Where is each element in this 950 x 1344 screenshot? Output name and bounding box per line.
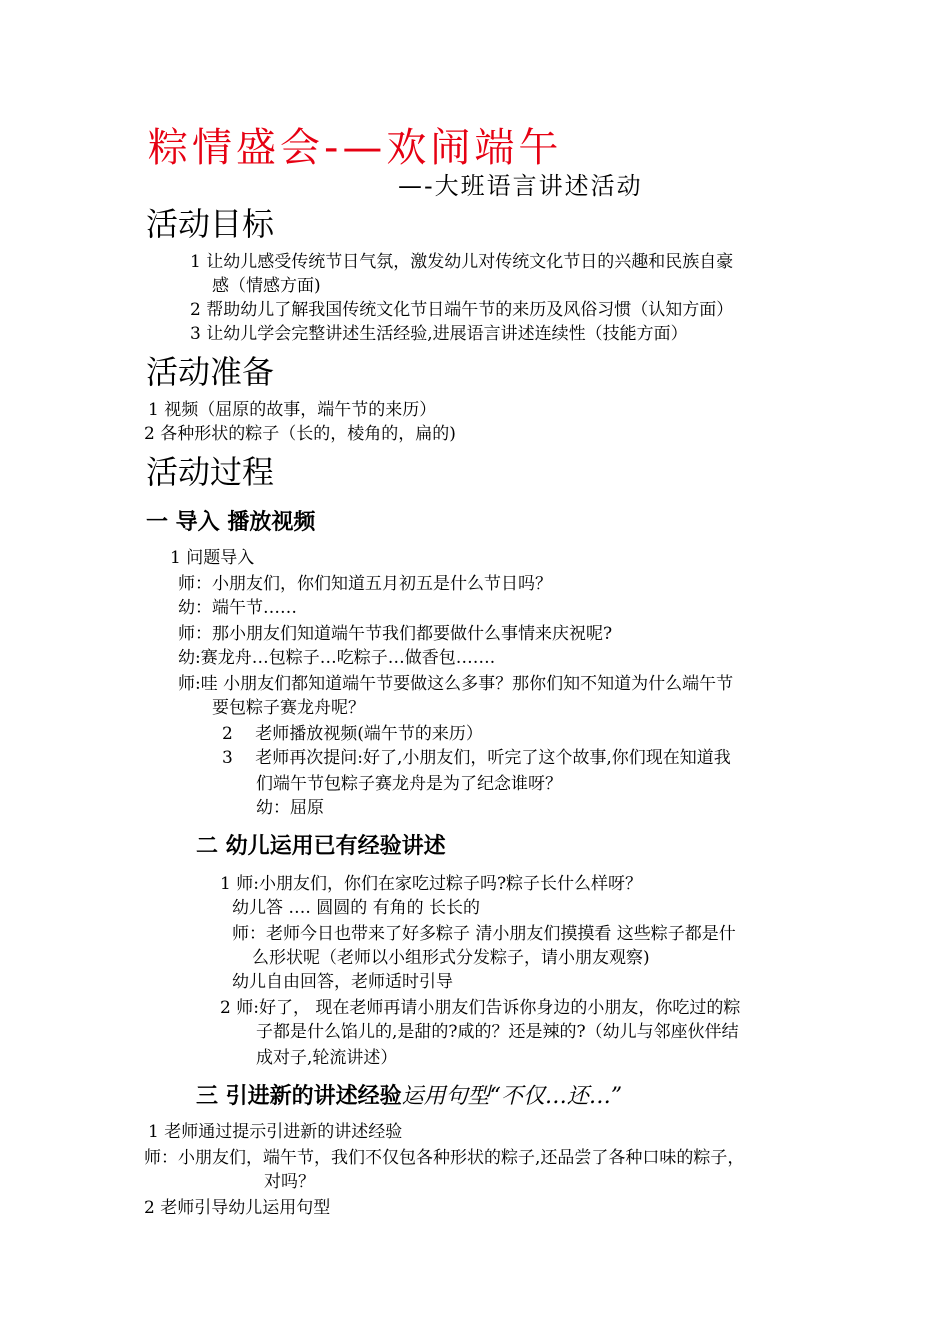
- part2-line: 2 师:好了， 现在老师再请小朋友们告诉你身边的小朋友，你吃过的粽: [220, 998, 741, 1018]
- part3-heading-pattern: 运用句型“不仅…还…”: [401, 1084, 623, 1109]
- part2-heading: 二 幼儿运用已有经验讲述: [196, 834, 446, 859]
- part2-line: 成对子,轮流讲述）: [256, 1048, 398, 1068]
- document-subtitle: —-大班语言讲述活动: [398, 172, 643, 200]
- part3-heading: [196, 1086, 622, 1108]
- part3-line: 2 老师引导幼儿运用句型: [144, 1198, 331, 1218]
- part2-line: 师：老师今日也带来了好多粽子 清小朋友们摸摸看 这些粽子都是什: [232, 924, 736, 944]
- part3-line: 师：小朋友们，端午节，我们不仅包各种形状的粽子,还品尝了各种口味的粽子，: [144, 1148, 745, 1168]
- part1-line: 要包粽子赛龙舟呢？: [212, 698, 365, 718]
- part2-line: 子都是什么馅儿的,是甜的?咸的？还是辣的?（幼儿与邻座伙伴结: [256, 1022, 739, 1042]
- prep-line: 1 视频（屈原的故事，端午节的来历）: [148, 400, 437, 420]
- part2-line: 么形状呢（老师以小组形式分发粽子，请小朋友观察): [252, 948, 650, 968]
- part1-line: 师：小朋友们，你们知道五月初五是什么节日吗？: [178, 574, 552, 594]
- goal-line: 2 帮助幼儿了解我国传统文化节日端午节的来历及风俗习惯（认知方面）: [190, 300, 734, 320]
- part3-line: 1 老师通过提示引进新的讲述经验: [148, 1122, 403, 1142]
- part1-line: 2 老师播放视频(端午节的来历）: [222, 724, 483, 744]
- prep-line: 2 各种形状的粽子（长的，棱角的，扁的): [144, 424, 456, 444]
- part1-line: 们端午节包粽子赛龙舟是为了纪念谁呀？: [256, 774, 562, 794]
- goal-line: 感（情感方面): [212, 276, 321, 296]
- document-title: 粽情盛会-—欢闹端午: [148, 125, 563, 171]
- part1-heading: 一 导入 播放视频: [146, 510, 316, 535]
- part2-line: 幼儿自由回答，老师适时引导: [232, 972, 453, 992]
- goal-line: 1 让幼儿感受传统节日气氛，激发幼儿对传统文化节日的兴趣和民族自豪: [190, 252, 734, 272]
- part2-line: 幼儿答 …. 圆圆的 有角的 长长的: [232, 898, 481, 918]
- part1-line: 幼:赛龙舟…包粽子…吃粽子…做香包…….: [178, 648, 496, 668]
- part2-line: 1 师:小朋友们，你们在家吃过粽子吗?粽子长什么样呀？: [220, 874, 643, 894]
- heading-prep: 活动准备: [146, 353, 275, 391]
- heading-process: 活动过程: [146, 453, 275, 491]
- part1-line: 幼：端午节……: [178, 598, 297, 618]
- part1-line: 师：那小朋友们知道端午节我们都要做什么事情来庆祝呢?: [178, 624, 613, 644]
- part1-line: 1 问题导入: [170, 548, 255, 568]
- heading-goals: 活动目标: [146, 205, 275, 243]
- part3-heading-text: 三 引进新的讲述经验: [196, 1084, 402, 1109]
- goal-line: 3 让幼儿学会完整讲述生活经验,进展语言讲述连续性（技能方面）: [190, 324, 688, 344]
- part3-line: 对吗？: [264, 1172, 315, 1192]
- part1-line: 3 老师再次提问:好了,小朋友们，听完了这个故事,你们现在知道我: [222, 748, 731, 768]
- part1-line: 幼：屈原: [256, 798, 324, 818]
- part1-line: 师:哇 小朋友们都知道端午节要做这么多事？那你们知不知道为什么端午节: [178, 674, 734, 694]
